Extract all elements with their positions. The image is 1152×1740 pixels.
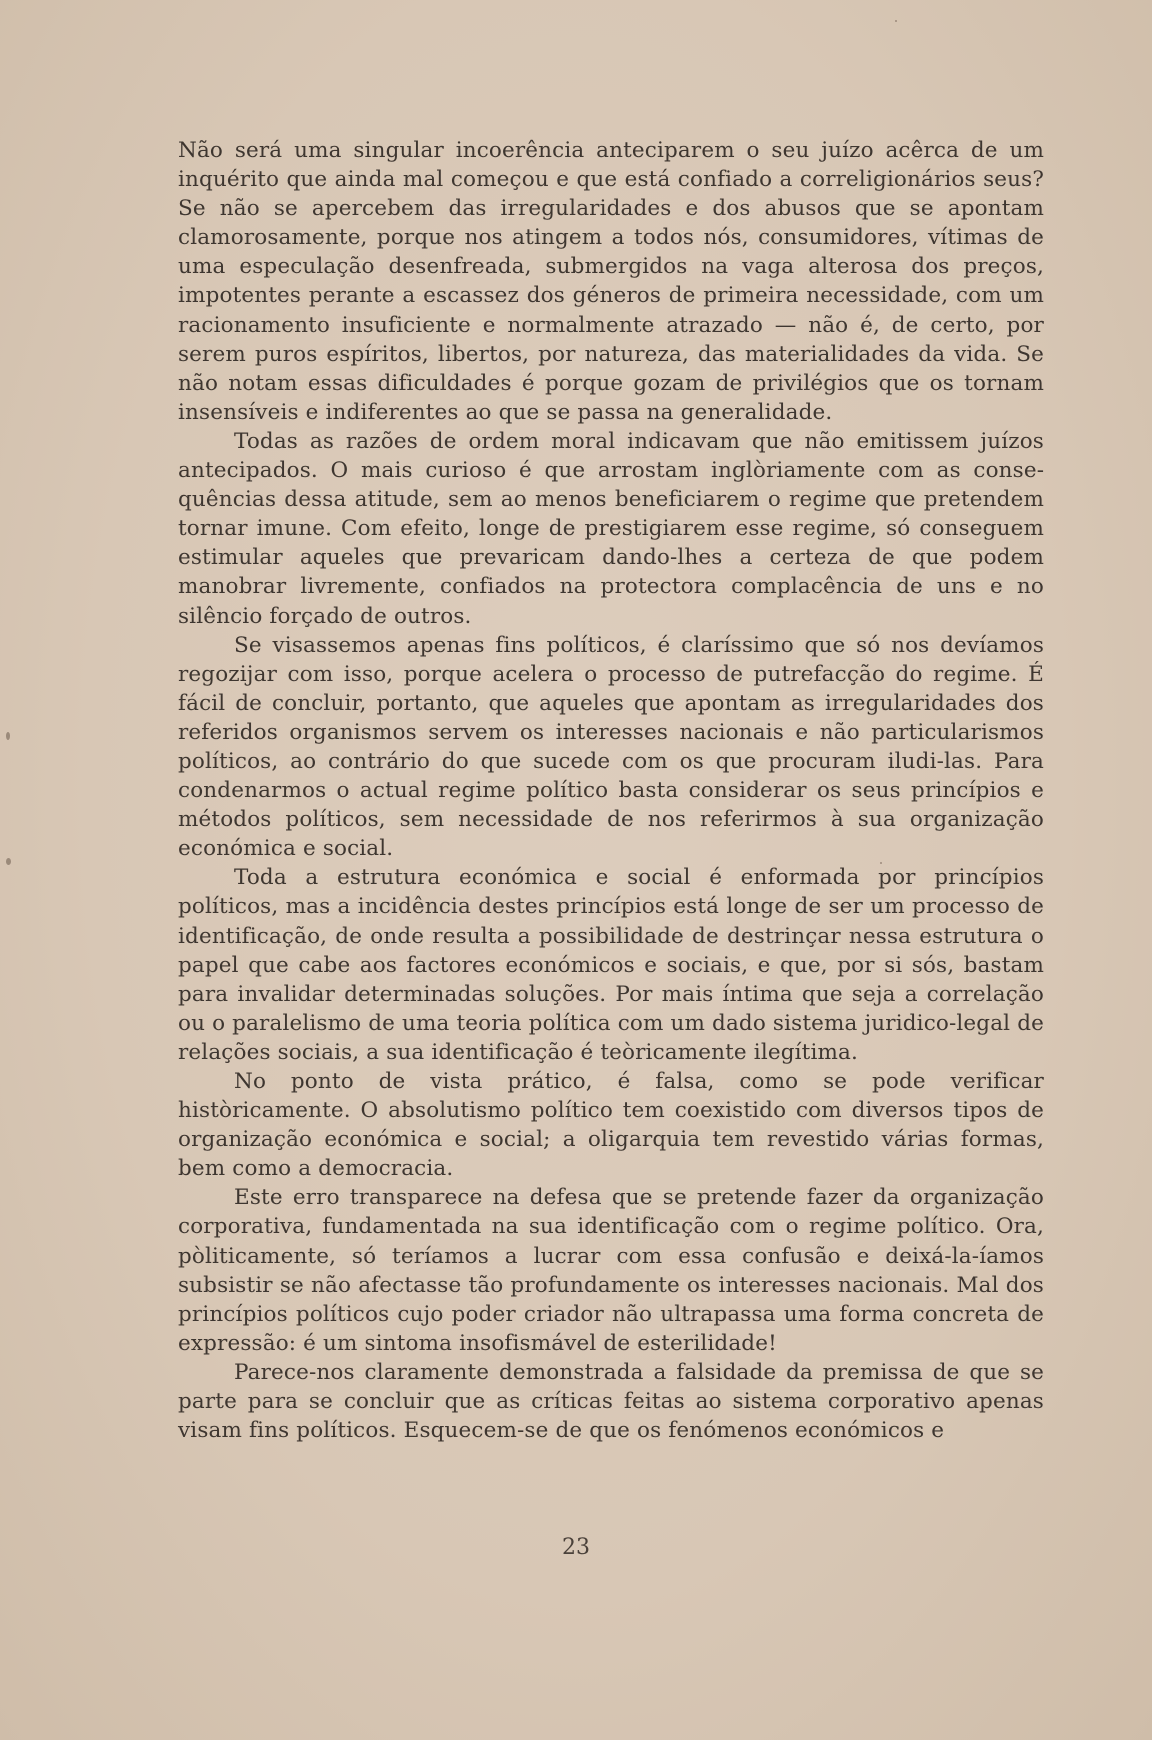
paper-speck	[6, 732, 10, 740]
paragraph-3: Se visassemos apenas fins políticos, é claríssimo que só nos devíamos regozijar com isso, porque acelera o processo de putrefacção do regime. É fácil de concluir, portanto, que aqueles que apontam as irregularidades dos referidos organismos servem os interesses nacionais e não particularismos políticos, ao contrário do que sucede com os que procuram iludi-las. Para condenarmos o actual regime político basta considerar os seus princípios e métodos políticos, sem necessidade de nos referirmos à sua organização económica e social.	[178, 632, 1044, 862]
paragraph-1: Não será uma singular incoerência anteciparem o seu juízo acêrca de um inquérito que ainda mal começou e que está confiado a correligionários seus? Se não se apercebem das irregularidades e dos abusos que se apontam clamorosamente, porque nos atingem a todos nós, consumidores, vítimas de uma especulação desenfreada, submergidos na vaga alterosa dos preços, impotentes perante a escassez dos géneros de primeira necessidade, com um racionamento insuficiente e normalmente atrazado — não é, de certo, por serem puros espíritos, libertos, por natureza, das materialidades da vida. Se não notam essas dificuldades é porque gozam de privilégios que os tornam insensíveis e indiferentes ao que se passa na generalidade.	[178, 138, 1044, 425]
paragraph-6: Este erro transparece na defesa que se pretende fazer da organização corporativa, fundamentada na sua identificação com o regime político. Ora, pòliticamente, só teríamos a lucrar com essa confusão e deixá-la-íamos subsistir se não afectasse tão profundamente os interesses nacionais. Mal dos princípios políticos cujo poder criador não ultrapassa uma forma concreta de expressão: é um sintoma insofismável de esterilidade!	[178, 1185, 1044, 1356]
paper-speck	[6, 858, 11, 865]
paragraph-2: Todas as razões de ordem moral indicavam que não emitissem juízos antecipados. O mais curioso é que arrostam inglòriamente com as consequências dessa atitude, sem ao menos beneficiarem o regime que pretendem tornar imune. Com efeito, longe de prestigiarem esse regime, só conseguem estimular aqueles que prevaricam dando-lhes a certeza de que podem manobrar livremente, confiados na protectora complacência de uns e no silêncio forçado de outros.	[178, 428, 1044, 629]
body-text	[178, 136, 1044, 1445]
paragraph-4: Toda a estrutura económica e social é enformada por princípios políticos, mas a incidência destes princípios está longe de ser um processo de identificação, de onde resulta a possibilidade de destrinçar nessa estrutura o papel que cabe aos factores económicos e sociais, e que, por si sós, bastam para invalidar determinadas soluções. Por mais íntima que seja a correlação ou o paralelismo de uma teoria política com um dado sistema juridico-legal de relações sociais, a sua identificação é teòricamente ilegítima.	[178, 865, 1044, 1065]
paper-speck	[895, 20, 897, 22]
paper-speck	[880, 862, 882, 864]
paragraph-7: Parece-nos claramente demonstrada a falsidade da premissa de que se parte para se concluir que as críticas feitas ao sistema corporativo apenas visam fins políticos. Esquecem-se de que os fenómenos económicos e	[178, 1359, 1044, 1444]
page-number: 23	[562, 1535, 590, 1560]
paragraph-5: No ponto de vista prático, é falsa, como se pode verificar històricamente. O absolutismo político tem coexistido com diversos tipos de organização económica e social; a oligarquia tem revestido várias formas, bem como a democracia.	[178, 1069, 1044, 1182]
